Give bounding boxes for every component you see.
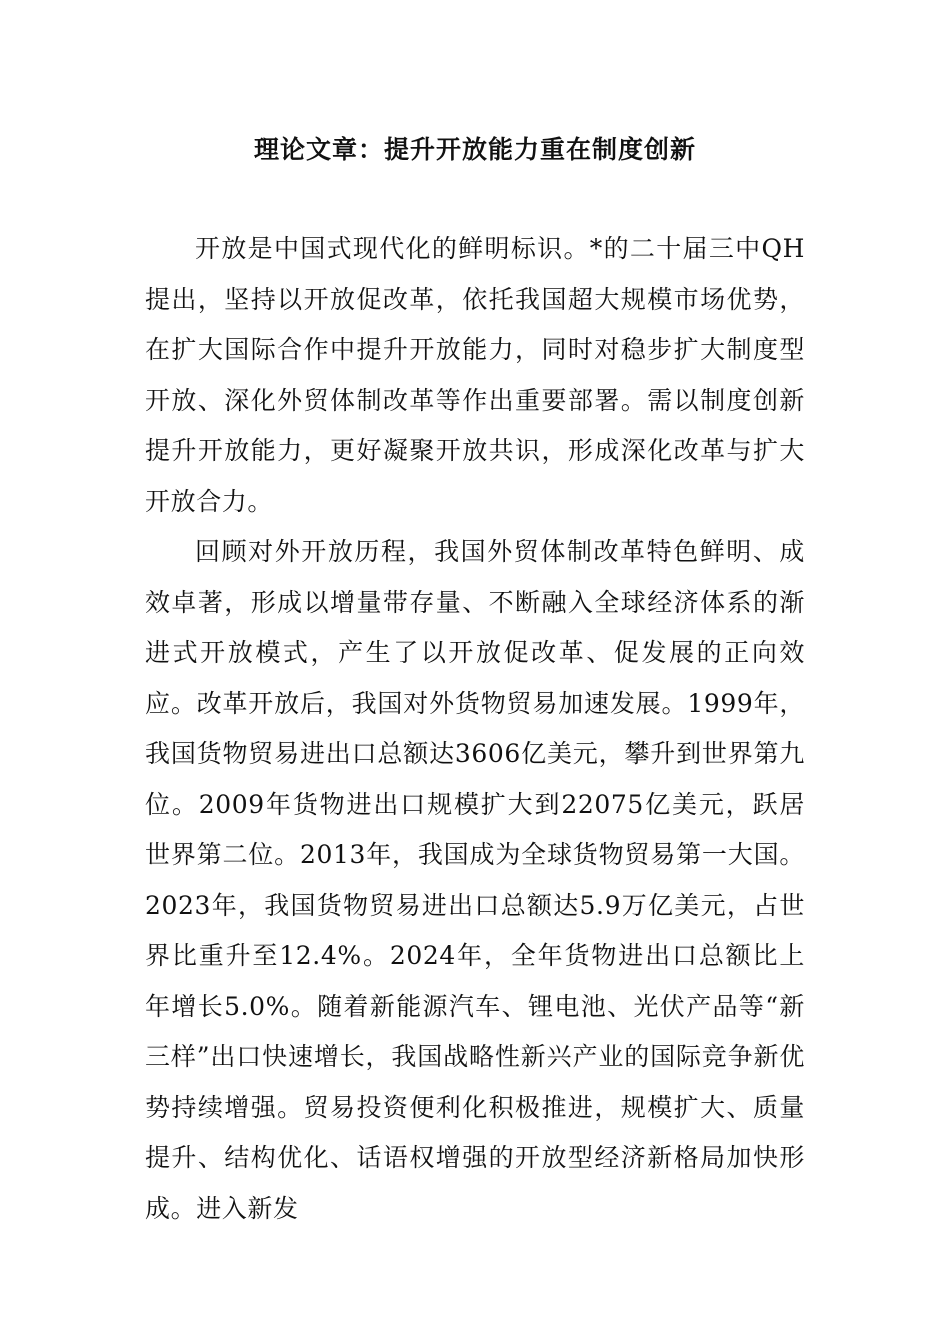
document-body bbox=[145, 224, 805, 1234]
document-title: 理论文章：提升开放能力重在制度创新 bbox=[253, 135, 696, 164]
paragraph: 回顾对外开放历程，我国外贸体制改革特色鲜明、成效卓著，形成以增量带存量、不断融入全球经济体系的渐进式开放模式，产生了以开放促改革、促发展的正向效应。改革开放后，我国对外货物贸易加速发展。1999年，我国货物贸易进出口总额达3606亿美元，攀升到世界第九位。2009年货物进出口规模扩大到22075亿美元，跃居世界第二位。2013年，我国成为全球货物贸易第一大国。2023年，我国货物贸易进出口总额达5.9万亿美元，占世界比重升至12.4%。2024年，全年货物进出口总额比上年增长5.0%。随着新能源汽车、锂电池、光伏产品等“新三样”出口快速增长，我国战略性新兴产业的国际竞争新优势持续增强。贸易投资便利化积极推进，规模扩大、质量提升、结构优化、话语权增强的开放型经济新格局加快形成。进入新发 bbox=[145, 537, 805, 1223]
paragraph: 开放是中国式现代化的鲜明标识。*的二十届三中QH提出，坚持以开放促改革，依托我国超大规模市场优势，在扩大国际合作中提升开放能力，同时对稳步扩大制度型开放、深化外贸体制改革等作出重要部署。需以制度创新提升开放能力，更好凝聚开放共识，形成深化改革与扩大开放合力。 bbox=[145, 234, 805, 516]
